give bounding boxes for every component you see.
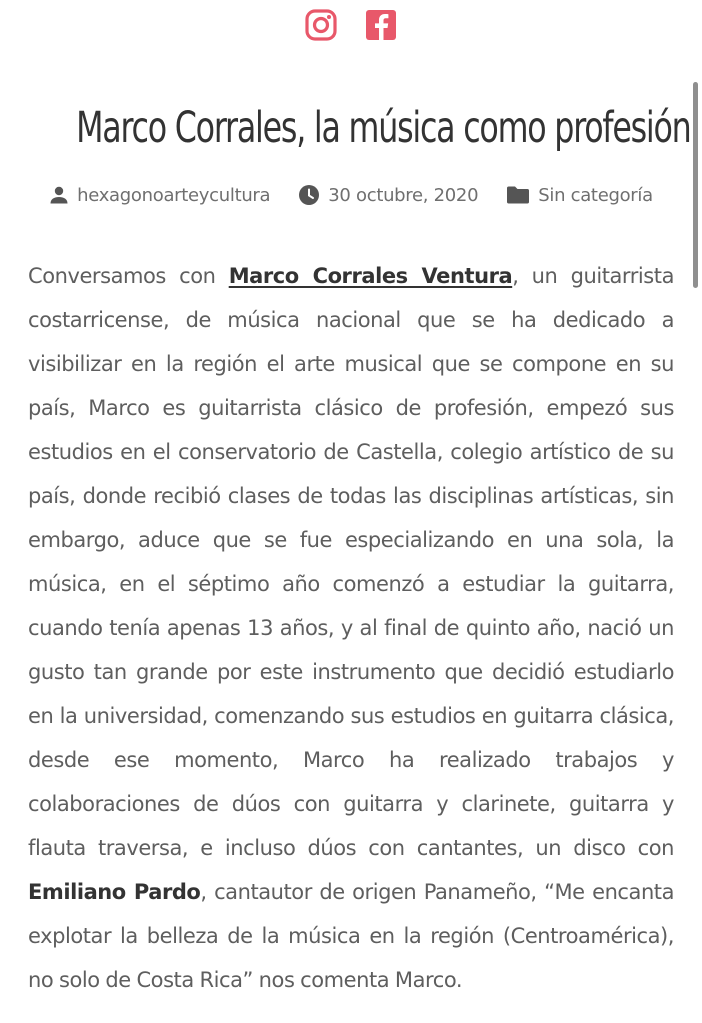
facebook-icon [364, 8, 398, 42]
folder-icon [506, 185, 530, 205]
clock-icon [298, 184, 320, 206]
facebook-link[interactable] [364, 8, 398, 42]
content-part1: , un guitarrista costarricense, de música nacional que se ha dedicado a visibilizar en la región el arte musical que se compone en su país, Marco es guitarrista clásico de profesión, empezó sus estudios en el conservatorio de Castella, colegio artístico de su país, donde recibió clases de todas las disciplinas artísticas, sin embargo, aduce que se fue especializando en una sola, la música, en el séptimo año comenzó a estudiar la guitarra, cuando tenía apenas 13 años, y al final de quinto año, nació un gusto tan grande por este instrumento que decidió estudiarlo en la universidad, comenzando sus estudios en guitarra clásica, desde ese momento, Marco ha realizado trabajos y colaboraciones de dúos con guitarra y clarinete, guitarra y flauta traversa, e incluso dúos con cantantes, un disco con [28, 264, 674, 860]
author-link[interactable]: hexagonoarteycultura [77, 184, 271, 206]
post-meta [0, 184, 702, 206]
meta-category [506, 185, 653, 206]
meta-date [298, 184, 478, 206]
instagram-icon [304, 8, 338, 42]
marco-corrales-link[interactable]: Marco Corrales Ventura [228, 264, 513, 288]
meta-author [49, 185, 270, 206]
post-content [28, 254, 674, 1002]
category-link[interactable]: Sin categoría [538, 184, 653, 206]
content-part2: , cantautor de origen Panameño, “Me encanta explotar la belleza de la música en la región (Centroamérica), no solo de Costa Rica” nos comenta Marco. [28, 880, 675, 992]
person-icon [49, 185, 69, 205]
social-links [0, 8, 702, 44]
content-intro: Conversamos con [28, 264, 229, 288]
date-link[interactable]: 30 octubre, 2020 [328, 184, 479, 206]
post-title: Marco Corrales, la música como profesión [76, 103, 691, 153]
instagram-link[interactable] [304, 8, 338, 42]
emiliano-pardo-bold: Emiliano Pardo [28, 880, 201, 904]
